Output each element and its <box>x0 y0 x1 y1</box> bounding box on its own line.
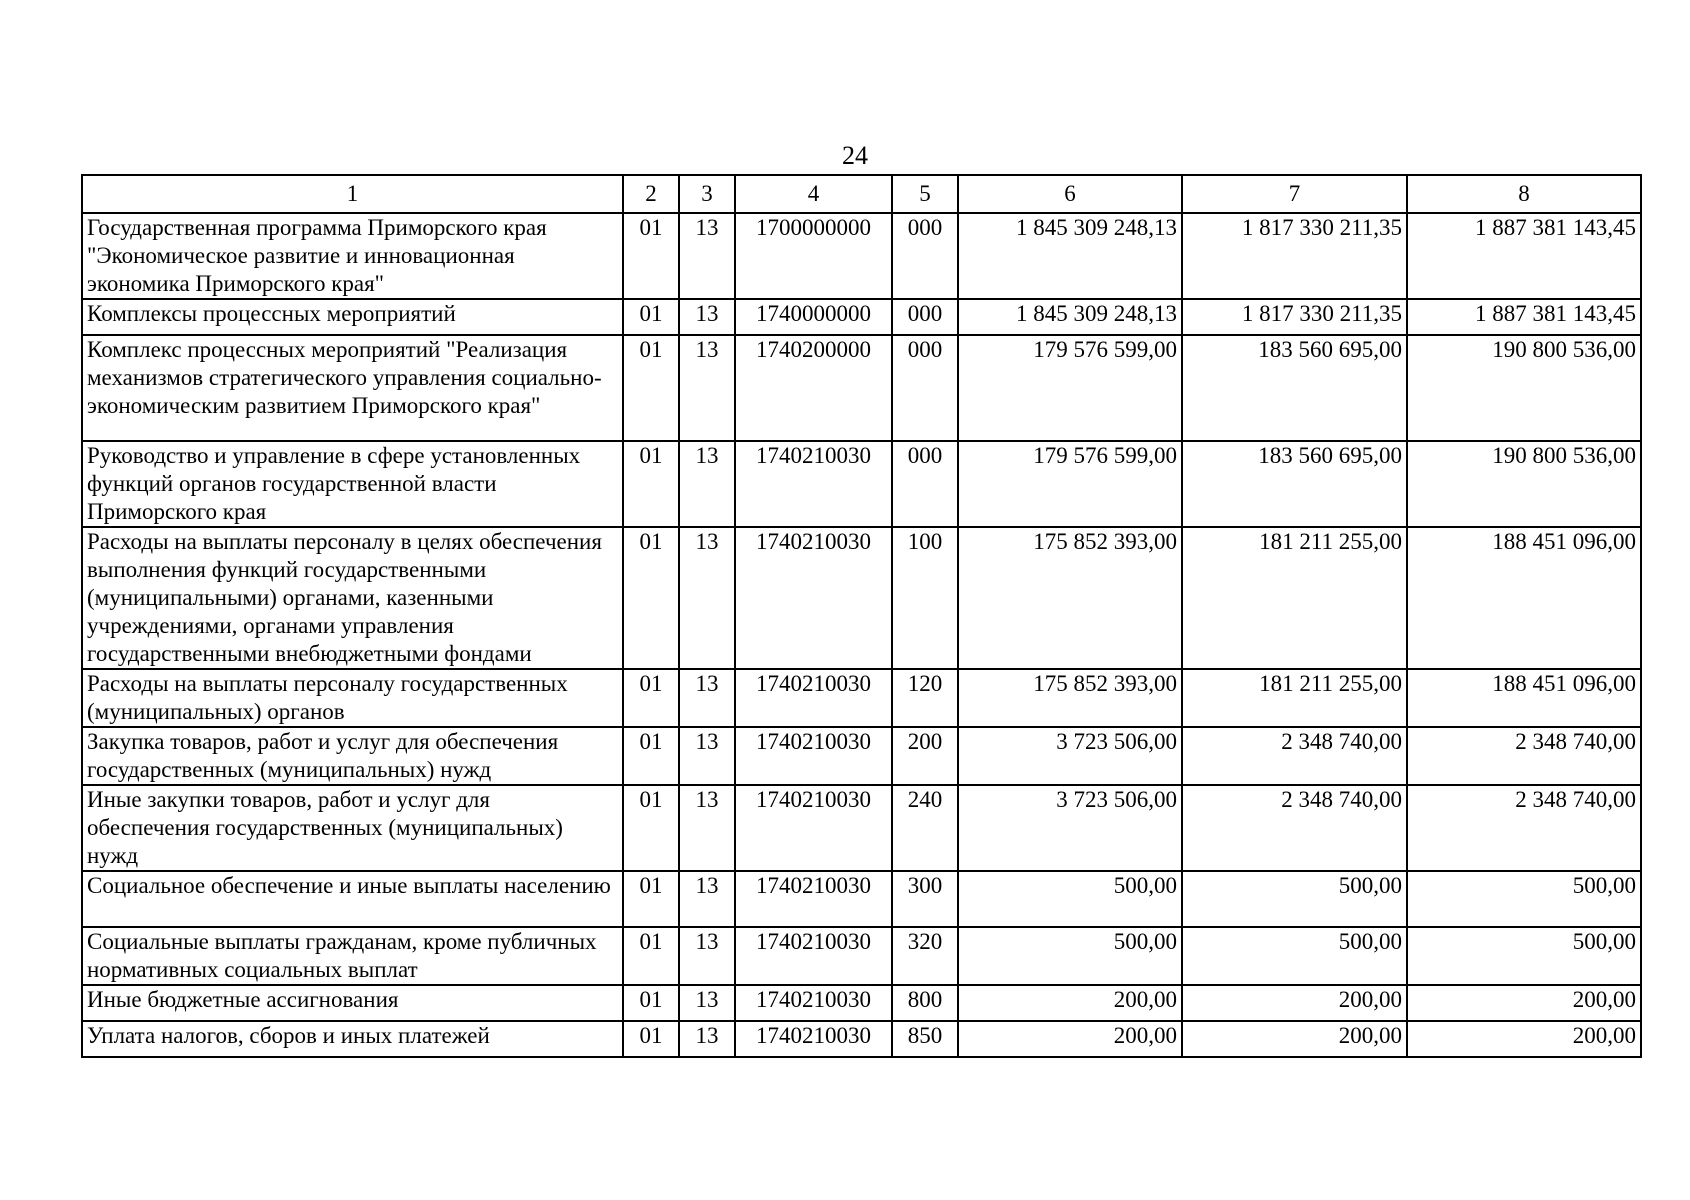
table-row <box>82 527 1641 669</box>
table-body <box>82 213 1641 1057</box>
row-name-cell: Расходы на выплаты персоналу в целях обеспечения выполнения функций государственными (муниципальными) органами, казенными учреждениями, органами управления государственными внебюджетными фондами <box>82 527 623 669</box>
row-name-cell: Государственная программа Приморского края "Экономическое развитие и инновационная экономика Приморского края" <box>82 213 623 299</box>
amount-col8-cell: 1 887 381 143,45 <box>1407 299 1641 335</box>
section-code-cell: 01 <box>623 927 679 985</box>
page-number: 24 <box>842 141 868 170</box>
table-row <box>82 727 1641 785</box>
table-row <box>82 1021 1641 1057</box>
target-article-cell: 1740210030 <box>735 441 892 527</box>
amount-col8-cell: 188 451 096,00 <box>1407 669 1641 727</box>
row-name-cell: Закупка товаров, работ и услуг для обеспечения государственных (муниципальных) нужд <box>82 727 623 785</box>
amount-col6-cell: 500,00 <box>958 927 1182 985</box>
target-article-cell: 1740210030 <box>735 785 892 871</box>
amount-col7-cell: 1 817 330 211,35 <box>1182 213 1407 299</box>
amount-col8-cell: 190 800 536,00 <box>1407 441 1641 527</box>
row-name-cell: Комплекс процессных мероприятий "Реализация механизмов стратегического управления социально-экономическим развитием Приморского края" <box>82 335 623 441</box>
subsection-code-cell: 13 <box>679 727 735 785</box>
target-article-cell: 1740210030 <box>735 985 892 1021</box>
amount-col8-cell: 200,00 <box>1407 985 1641 1021</box>
section-code-cell: 01 <box>623 299 679 335</box>
row-name-cell: Иные закупки товаров, работ и услуг для обеспечения государственных (муниципальных) нужд <box>82 785 623 871</box>
amount-col8-cell: 500,00 <box>1407 871 1641 927</box>
amount-col6-cell: 1 845 309 248,13 <box>958 213 1182 299</box>
amount-col6-cell: 179 576 599,00 <box>958 441 1182 527</box>
amount-col6-cell: 175 852 393,00 <box>958 527 1182 669</box>
row-name-cell: Социальное обеспечение и иные выплаты населению <box>82 871 623 927</box>
column-header: 2 <box>623 175 679 213</box>
row-name-cell: Комплексы процессных мероприятий <box>82 299 623 335</box>
amount-col6-cell: 179 576 599,00 <box>958 335 1182 441</box>
amount-col7-cell: 500,00 <box>1182 871 1407 927</box>
header-row <box>82 175 1641 213</box>
section-code-cell: 01 <box>623 985 679 1021</box>
column-header: 4 <box>735 175 892 213</box>
amount-col8-cell: 1 887 381 143,45 <box>1407 213 1641 299</box>
table-row <box>82 441 1641 527</box>
table-row <box>82 985 1641 1021</box>
column-header: 1 <box>82 175 623 213</box>
amount-col8-cell: 188 451 096,00 <box>1407 527 1641 669</box>
expense-type-cell: 240 <box>892 785 958 871</box>
amount-col8-cell: 2 348 740,00 <box>1407 727 1641 785</box>
subsection-code-cell: 13 <box>679 335 735 441</box>
expense-type-cell: 850 <box>892 1021 958 1057</box>
subsection-code-cell: 13 <box>679 1021 735 1057</box>
section-code-cell: 01 <box>623 1021 679 1057</box>
expense-type-cell: 300 <box>892 871 958 927</box>
amount-col7-cell: 2 348 740,00 <box>1182 727 1407 785</box>
row-name-cell: Социальные выплаты гражданам, кроме публичных нормативных социальных выплат <box>82 927 623 985</box>
column-header: 3 <box>679 175 735 213</box>
section-code-cell: 01 <box>623 441 679 527</box>
subsection-code-cell: 13 <box>679 871 735 927</box>
target-article-cell: 1740210030 <box>735 727 892 785</box>
table-row <box>82 785 1641 871</box>
amount-col7-cell: 2 348 740,00 <box>1182 785 1407 871</box>
amount-col7-cell: 200,00 <box>1182 1021 1407 1057</box>
expense-type-cell: 000 <box>892 335 958 441</box>
table-row <box>82 335 1641 441</box>
target-article-cell: 1740210030 <box>735 1021 892 1057</box>
table-row <box>82 927 1641 985</box>
amount-col7-cell: 500,00 <box>1182 927 1407 985</box>
column-header: 6 <box>958 175 1182 213</box>
section-code-cell: 01 <box>623 335 679 441</box>
amount-col6-cell: 200,00 <box>958 1021 1182 1057</box>
column-header: 8 <box>1407 175 1641 213</box>
expense-type-cell: 120 <box>892 669 958 727</box>
amount-col6-cell: 500,00 <box>958 871 1182 927</box>
table-row <box>82 299 1641 335</box>
section-code-cell: 01 <box>623 527 679 669</box>
amount-col8-cell: 200,00 <box>1407 1021 1641 1057</box>
column-header: 5 <box>892 175 958 213</box>
subsection-code-cell: 13 <box>679 527 735 669</box>
amount-col7-cell: 181 211 255,00 <box>1182 527 1407 669</box>
amount-col6-cell: 3 723 506,00 <box>958 785 1182 871</box>
amount-col6-cell: 200,00 <box>958 985 1182 1021</box>
row-name-cell: Иные бюджетные ассигнования <box>82 985 623 1021</box>
amount-col6-cell: 1 845 309 248,13 <box>958 299 1182 335</box>
amount-col7-cell: 181 211 255,00 <box>1182 669 1407 727</box>
target-article-cell: 1740210030 <box>735 927 892 985</box>
section-code-cell: 01 <box>623 669 679 727</box>
row-name-cell: Уплата налогов, сборов и иных платежей <box>82 1021 623 1057</box>
subsection-code-cell: 13 <box>679 669 735 727</box>
subsection-code-cell: 13 <box>679 927 735 985</box>
target-article-cell: 1740210030 <box>735 527 892 669</box>
expense-type-cell: 000 <box>892 441 958 527</box>
target-article-cell: 1700000000 <box>735 213 892 299</box>
target-article-cell: 1740210030 <box>735 871 892 927</box>
amount-col7-cell: 183 560 695,00 <box>1182 441 1407 527</box>
expense-type-cell: 000 <box>892 299 958 335</box>
budget-table <box>81 174 1642 1058</box>
subsection-code-cell: 13 <box>679 441 735 527</box>
expense-type-cell: 320 <box>892 927 958 985</box>
amount-col7-cell: 1 817 330 211,35 <box>1182 299 1407 335</box>
amount-col7-cell: 183 560 695,00 <box>1182 335 1407 441</box>
subsection-code-cell: 13 <box>679 299 735 335</box>
table-header <box>82 175 1641 213</box>
expense-type-cell: 100 <box>892 527 958 669</box>
section-code-cell: 01 <box>623 871 679 927</box>
section-code-cell: 01 <box>623 213 679 299</box>
table-row <box>82 213 1641 299</box>
section-code-cell: 01 <box>623 785 679 871</box>
subsection-code-cell: 13 <box>679 785 735 871</box>
target-article-cell: 1740200000 <box>735 335 892 441</box>
subsection-code-cell: 13 <box>679 213 735 299</box>
amount-col8-cell: 2 348 740,00 <box>1407 785 1641 871</box>
section-code-cell: 01 <box>623 727 679 785</box>
expense-type-cell: 800 <box>892 985 958 1021</box>
expense-type-cell: 000 <box>892 213 958 299</box>
table-row <box>82 871 1641 927</box>
target-article-cell: 1740000000 <box>735 299 892 335</box>
table-row <box>82 669 1641 727</box>
amount-col6-cell: 175 852 393,00 <box>958 669 1182 727</box>
target-article-cell: 1740210030 <box>735 669 892 727</box>
expense-type-cell: 200 <box>892 727 958 785</box>
amount-col8-cell: 500,00 <box>1407 927 1641 985</box>
row-name-cell: Расходы на выплаты персоналу государственных (муниципальных) органов <box>82 669 623 727</box>
amount-col6-cell: 3 723 506,00 <box>958 727 1182 785</box>
amount-col8-cell: 190 800 536,00 <box>1407 335 1641 441</box>
column-header: 7 <box>1182 175 1407 213</box>
row-name-cell: Руководство и управление в сфере установленных функций органов государственной власти Приморского края <box>82 441 623 527</box>
subsection-code-cell: 13 <box>679 985 735 1021</box>
amount-col7-cell: 200,00 <box>1182 985 1407 1021</box>
